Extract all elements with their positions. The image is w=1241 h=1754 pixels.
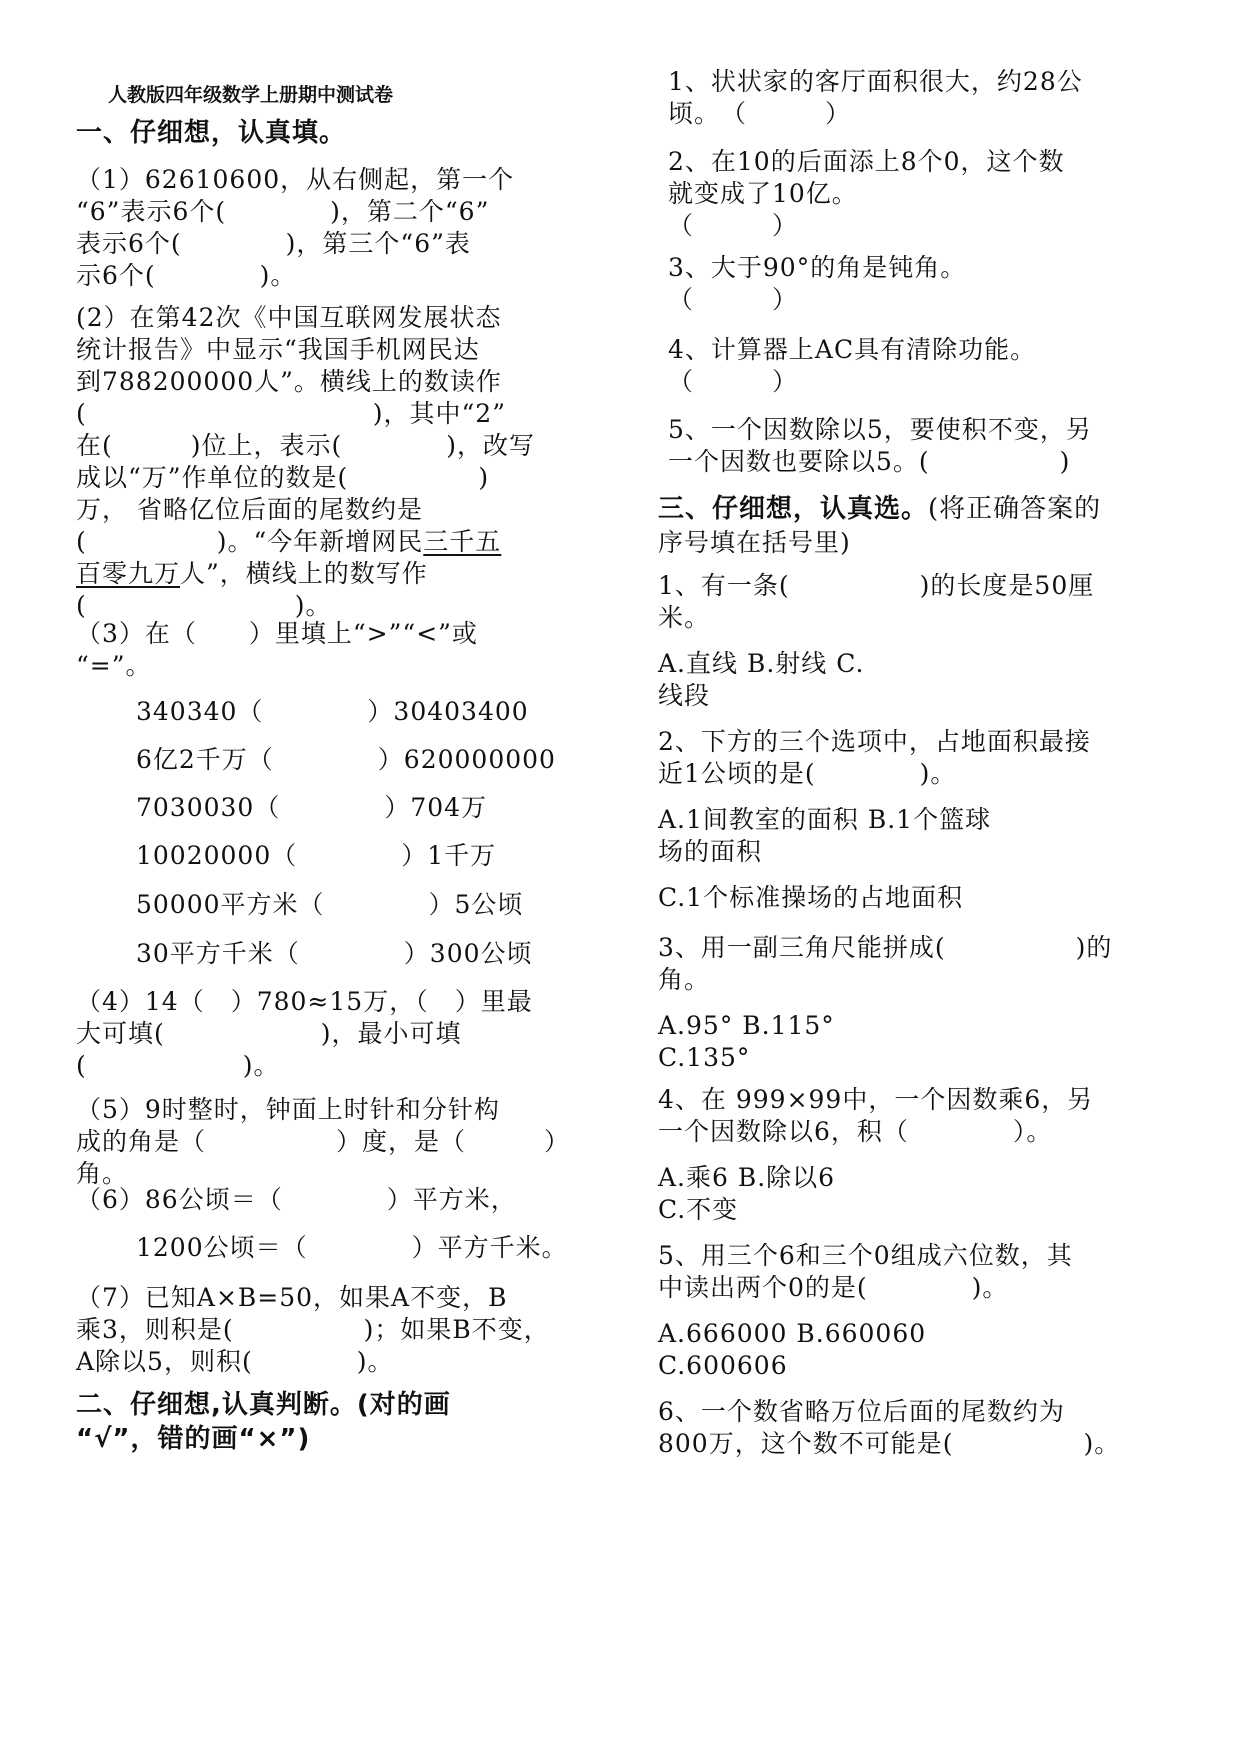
q1-2-line: ( )。 [76, 591, 332, 620]
judge-line: （ ） [668, 211, 799, 240]
judge-item-4 [668, 334, 1036, 398]
comparison-item: 50000平方米（ ）5公顷 [136, 890, 524, 919]
choice-line: 1、有一条( )的长度是50厘 [658, 571, 1095, 600]
choice-question-4 [658, 1084, 1093, 1148]
judge-line: （ ） [668, 367, 799, 396]
q1-2-line: 统计报告》中显示“我国手机网民达 [76, 335, 480, 364]
q1-5-line: 成的角是（ ）度，是（ ） [76, 1127, 571, 1156]
q1-2-line: 到788200000人”。横线上的数读作 [76, 367, 502, 396]
section2-heading-line: “√”，错的画“×”) [76, 1424, 311, 1454]
section3-heading [658, 492, 1101, 560]
choice-line: 中读出两个0的是( )。 [658, 1273, 1009, 1302]
question-1-7 [76, 1282, 550, 1378]
q1-5-line: （5）9时整时，钟面上时针和分针构 [76, 1095, 500, 1124]
question-1-6-part-2: 1200公顷＝（ ）平方千米。 [136, 1233, 568, 1262]
choice-question-5 [658, 1240, 1073, 1304]
section3-heading-line: 序号填在括号里) [658, 528, 851, 557]
judge-line: （ ） [668, 285, 799, 314]
q1-2-line [76, 526, 535, 558]
comparison-item: 340340（ ）30403400 [136, 697, 529, 726]
q1-1-line: “6”表示6个( )，第二个“6” [76, 197, 490, 226]
section2-heading [76, 1388, 451, 1456]
underlined-number: 三千五 [423, 527, 502, 556]
choice-line: 一个因数除以6，积（ ）。 [658, 1117, 1053, 1146]
comparison-item: 6亿2千万（ ）620000000 [136, 745, 556, 774]
q1-3-line: “=”。 [76, 651, 152, 680]
choice-line: 4、在 999×99中，一个因数乘6，另 [658, 1085, 1094, 1114]
question-1-3 [76, 618, 478, 682]
judge-line: 3、大于90°的角是钝角。 [668, 253, 967, 282]
option-line: C.135° [658, 1043, 751, 1072]
judge-line: 2、在10的后面添上8个0，这个数 [668, 147, 1065, 176]
question-1-4 [76, 986, 533, 1082]
q1-4-line: 大可填( )，最小可填 [76, 1019, 462, 1048]
q1-1-line: 表示6个( )，第三个“6”表 [76, 229, 471, 258]
underlined-number: 百零九万 [76, 559, 181, 588]
section2-heading-line: 二、仔细想,认真判断。(对的画 [76, 1390, 451, 1420]
q1-2-text: ( )。“今年新增网民 [76, 527, 424, 556]
q1-1-line: （1）62610600，从右侧起，第一个 [76, 165, 515, 194]
choice-options-3 [658, 1010, 835, 1074]
choice-options-2 [658, 804, 991, 868]
judge-line: 顷。 （ ） [668, 99, 852, 128]
question-1-5 [76, 1094, 570, 1190]
choice-line: 6、一个数省略万位后面的尾数约为 [658, 1397, 1065, 1426]
choice-line: 3、用一副三角尺能拼成( )的 [658, 933, 1113, 962]
option-line: C.1个标准操场的占地面积 [658, 883, 964, 912]
q1-4-line: （4）14（ ）780≈15万，（ ）里最 [76, 987, 533, 1016]
choice-options-1 [658, 648, 864, 712]
q1-2-line: 在( )位上，表示( )，改写 [76, 431, 536, 460]
judge-item-5 [668, 414, 1092, 478]
choice-options-2-c [658, 882, 963, 914]
judge-line: 1、状状家的客厅面积很大，约28公 [668, 67, 1083, 96]
question-1-6: （6）86公顷＝（ ）平方米， [76, 1185, 517, 1214]
q1-7-line: （7）已知A×B=50，如果A不变，B [76, 1283, 508, 1312]
q1-1-line: 示6个( )。 [76, 261, 297, 290]
choice-line: 角。 [658, 965, 711, 994]
section3-heading-bold: 三、仔细想，认真选。 [658, 494, 929, 524]
option-line: A.666000 B.660060 [658, 1319, 927, 1348]
q1-7-line: 乘3，则积是( )；如果B不变， [76, 1315, 550, 1344]
q1-2-line: ( )，其中“2” [76, 399, 506, 428]
comparison-item: 7030030（ ）704万 [136, 793, 488, 822]
section3-heading-note: (将正确答案的 [928, 494, 1102, 524]
choice-question-2 [658, 726, 1091, 790]
choice-options-5 [658, 1318, 926, 1382]
judge-item-3 [668, 252, 966, 316]
choice-question-6 [658, 1396, 1120, 1460]
choice-question-3 [658, 932, 1112, 996]
q1-7-line: A除以5，则积( )。 [76, 1347, 394, 1376]
q1-5-line: 角。 [76, 1159, 129, 1188]
choice-options-4 [658, 1162, 835, 1226]
judge-item-2 [668, 146, 1065, 242]
comparison-item: 30平方千米（ ）300公顷 [136, 939, 533, 968]
option-line: A.乘6 B.除以6 [658, 1163, 836, 1192]
option-line: C.600606 [658, 1351, 788, 1380]
option-line: A.95° B.115° [658, 1011, 835, 1040]
q1-3-line: （3）在（ ）里填上“>”“<”或 [76, 619, 478, 648]
section1-heading: 一、仔细想，认真填。 [76, 118, 347, 148]
choice-line: 800万，这个数不可能是( )。 [658, 1429, 1121, 1458]
q1-2-line: (2）在第42次《中国互联网发展状态 [76, 303, 502, 332]
q1-4-line: ( )。 [76, 1051, 280, 1080]
choice-line: 近1公顷的是( )。 [658, 759, 957, 788]
option-line: 线段 [658, 681, 711, 710]
section3-heading-line [658, 492, 1101, 526]
question-1-1 [76, 164, 514, 292]
judge-line: 一个因数也要除以5。( ) [668, 447, 1071, 476]
comparison-item: 10020000（ ）1千万 [136, 841, 497, 870]
choice-line: 米。 [658, 603, 711, 632]
page-title: 人教版四年级数学上册期中测试卷 [108, 84, 394, 106]
choice-question-1 [658, 570, 1094, 634]
option-line: 场的面积 [658, 837, 763, 866]
q1-2-line: 万， 省略亿位后面的尾数约是 [76, 495, 423, 524]
q1-2-line: 成以“万”作单位的数是( ) [76, 463, 490, 492]
q1-2-text: 人”，横线上的数写作 [180, 559, 428, 588]
choice-line: 5、用三个6和三个0组成六位数，其 [658, 1241, 1073, 1270]
option-line: A.直线 B.射线 C. [658, 649, 865, 678]
judge-line: 就变成了10亿。 [668, 179, 858, 208]
judge-line: 4、计算器上AC具有清除功能。 [668, 335, 1037, 364]
judge-item-1 [668, 66, 1083, 130]
choice-line: 2、下方的三个选项中，占地面积最接 [658, 727, 1091, 756]
option-line: C.不变 [658, 1195, 739, 1224]
option-line: A.1间教室的面积 B.1个篮球 [658, 805, 992, 834]
q1-2-line [76, 558, 535, 590]
judge-line: 5、一个因数除以5，要使积不变，另 [668, 415, 1092, 444]
question-1-2 [76, 302, 535, 622]
